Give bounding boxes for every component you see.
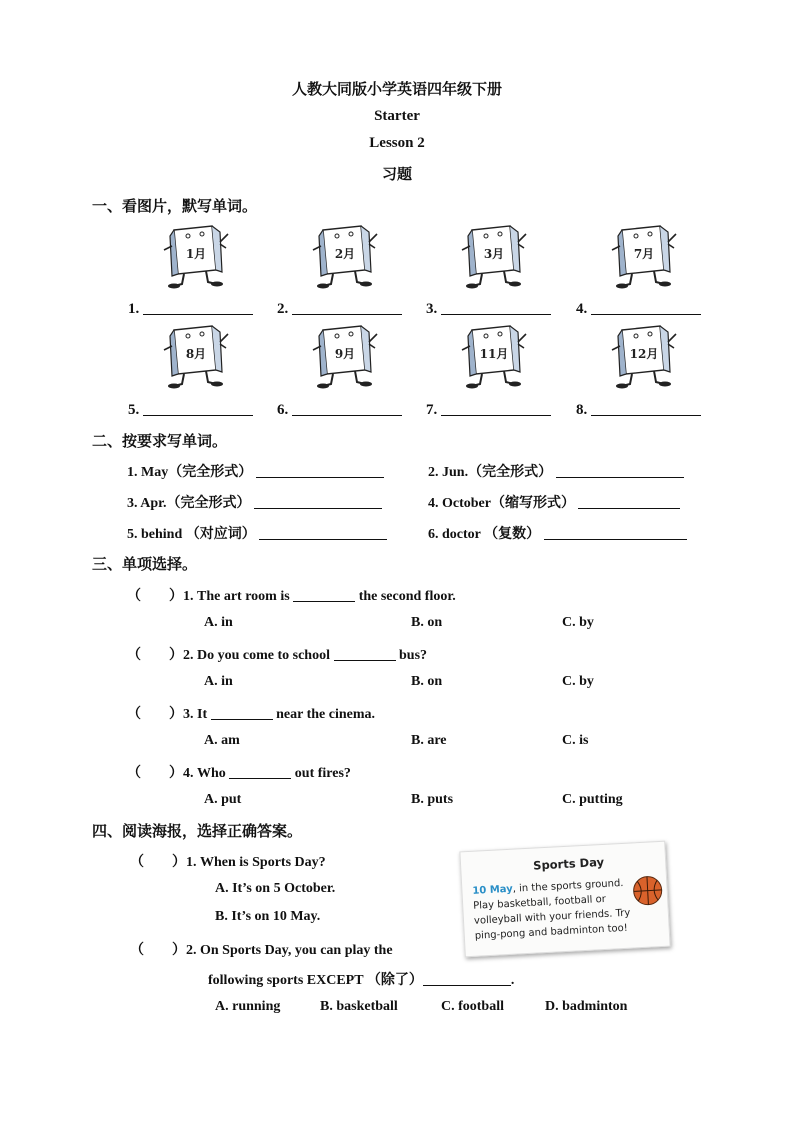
answer-blank[interactable] bbox=[591, 300, 701, 315]
answer-blank[interactable] bbox=[556, 463, 684, 478]
question-text: 2. Do you come to school bbox=[183, 648, 334, 663]
calendar-character-icon bbox=[608, 222, 680, 290]
question-text: 4. Who bbox=[183, 766, 230, 781]
item-number: 7. bbox=[426, 402, 441, 418]
option-b: B. basketball bbox=[320, 999, 398, 1014]
calendar-character-icon bbox=[160, 222, 232, 290]
question-text: bus? bbox=[395, 648, 428, 663]
item-text: 5. behind （对应词） bbox=[127, 527, 256, 542]
month-label: 8月 bbox=[185, 347, 207, 361]
answer-blank[interactable] bbox=[544, 525, 687, 540]
poster-title: Sports Day bbox=[532, 854, 605, 873]
list-item bbox=[428, 461, 684, 481]
sports-day-poster bbox=[459, 841, 670, 958]
question-text: 2. On Sports Day, you can play the bbox=[186, 943, 393, 958]
question-text: 1. When is Sports Day? bbox=[186, 855, 326, 870]
answer-parens[interactable]: （ ） bbox=[130, 855, 186, 870]
question bbox=[127, 762, 351, 782]
option-c: C. is bbox=[562, 733, 589, 748]
option-c: C. by bbox=[562, 674, 594, 689]
answer-blank[interactable] bbox=[423, 971, 511, 986]
exercise-label: 习题 bbox=[381, 167, 412, 183]
answer-item bbox=[128, 300, 253, 318]
calendar-character-icon bbox=[160, 322, 232, 390]
item-text: 2. Jun.（完全形式） bbox=[428, 465, 553, 480]
answer-blank[interactable] bbox=[211, 705, 273, 720]
answer-blank[interactable] bbox=[441, 300, 551, 315]
item-number: 4. bbox=[576, 301, 591, 317]
answer-item bbox=[426, 300, 551, 318]
list-item bbox=[127, 461, 384, 481]
item-text: 4. October（缩写形式） bbox=[428, 496, 575, 511]
reading-q2 bbox=[130, 939, 393, 959]
question-text: out fires? bbox=[291, 766, 351, 781]
question-end: . bbox=[510, 973, 515, 988]
list-item bbox=[127, 492, 382, 512]
answer-blank[interactable] bbox=[578, 494, 680, 509]
item-number: 5. bbox=[128, 402, 143, 418]
option-b: B. are bbox=[411, 733, 447, 748]
month-label: 1月 bbox=[185, 247, 207, 261]
month-label: 7月 bbox=[633, 247, 655, 261]
option-c: C. football bbox=[441, 999, 504, 1014]
option-a: A. It’s on 5 October. bbox=[215, 881, 336, 896]
answer-item bbox=[426, 401, 551, 419]
basketball-icon bbox=[632, 875, 664, 911]
poster-body bbox=[472, 875, 635, 943]
lesson-label: Lesson 2 bbox=[369, 135, 425, 151]
option-b: B. It’s on 10 May. bbox=[215, 909, 321, 924]
option-c: C. putting bbox=[562, 792, 623, 807]
option-a: A. in bbox=[204, 615, 233, 630]
question-text: 1. The art room is bbox=[183, 589, 294, 604]
reading-q1 bbox=[130, 851, 326, 871]
answer-item bbox=[576, 300, 701, 318]
section1-heading: 一、看图片，默写单词。 bbox=[92, 199, 258, 215]
calendar-character-icon bbox=[309, 222, 381, 290]
option-b: B. puts bbox=[411, 792, 454, 807]
month-label: 12月 bbox=[629, 347, 659, 361]
answer-item bbox=[128, 401, 253, 419]
answer-item bbox=[277, 300, 402, 318]
answer-parens[interactable]: （ ） bbox=[127, 707, 183, 722]
question-text: near the cinema. bbox=[272, 707, 376, 722]
answer-blank[interactable] bbox=[143, 300, 253, 315]
answer-blank[interactable] bbox=[293, 587, 355, 602]
calendar-character-icon bbox=[309, 322, 381, 390]
item-text: 3. Apr.（完全形式） bbox=[127, 496, 251, 511]
question bbox=[127, 585, 456, 605]
answer-blank[interactable] bbox=[254, 494, 382, 509]
section4-heading: 四、阅读海报，选择正确答案。 bbox=[92, 824, 303, 840]
answer-parens[interactable]: （ ） bbox=[127, 589, 183, 604]
answer-blank[interactable] bbox=[292, 300, 402, 315]
answer-blank[interactable] bbox=[441, 401, 551, 416]
item-text: 6. doctor （复数） bbox=[428, 527, 541, 542]
poster-text: , in the sports ground. Play basketball, football or volleyball with your friends. Try ping-pong and badminton too! bbox=[472, 877, 631, 942]
answer-blank[interactable] bbox=[229, 764, 291, 779]
item-text: 1. May（完全形式） bbox=[127, 465, 253, 480]
question-text: following sports EXCEPT （除了） bbox=[208, 973, 423, 988]
month-label: 11月 bbox=[479, 347, 509, 361]
calendar-character-icon bbox=[458, 322, 530, 390]
item-number: 3. bbox=[426, 301, 441, 317]
answer-parens[interactable]: （ ） bbox=[130, 943, 186, 958]
option-b: B. on bbox=[411, 674, 443, 689]
list-item bbox=[428, 492, 680, 512]
question-text: 3. It bbox=[183, 707, 211, 722]
item-number: 2. bbox=[277, 301, 292, 317]
answer-blank[interactable] bbox=[143, 401, 253, 416]
page-title: 人教大同版小学英语四年级下册 bbox=[291, 82, 502, 98]
calendar-character-icon bbox=[458, 222, 530, 290]
option-a: A. put bbox=[204, 792, 242, 807]
answer-blank[interactable] bbox=[259, 525, 387, 540]
answer-parens[interactable]: （ ） bbox=[127, 766, 183, 781]
item-number: 8. bbox=[576, 402, 591, 418]
question bbox=[127, 644, 427, 664]
option-b: B. on bbox=[411, 615, 443, 630]
question bbox=[127, 703, 375, 723]
month-label: 2月 bbox=[334, 247, 356, 261]
question-line2 bbox=[208, 969, 514, 989]
option-d: D. badminton bbox=[545, 999, 628, 1014]
month-label: 3月 bbox=[483, 247, 505, 261]
option-c: C. by bbox=[562, 615, 594, 630]
section3-heading: 三、单项选择。 bbox=[92, 557, 198, 573]
answer-blank[interactable] bbox=[292, 401, 402, 416]
poster-date: 10 May bbox=[472, 883, 514, 897]
answer-blank[interactable] bbox=[256, 463, 384, 478]
answer-item bbox=[277, 401, 402, 419]
answer-blank[interactable] bbox=[334, 646, 396, 661]
option-a: A. in bbox=[204, 674, 233, 689]
month-label: 9月 bbox=[334, 347, 356, 361]
section2-heading: 二、按要求写单词。 bbox=[92, 434, 228, 450]
list-item bbox=[127, 523, 387, 543]
question-text: the second floor. bbox=[355, 589, 456, 604]
answer-item bbox=[576, 401, 701, 419]
calendar-character-icon bbox=[608, 322, 680, 390]
option-a: A. running bbox=[215, 999, 281, 1014]
list-item bbox=[428, 523, 687, 543]
answer-blank[interactable] bbox=[591, 401, 701, 416]
answer-parens[interactable]: （ ） bbox=[127, 648, 183, 663]
page-subtitle: Starter bbox=[374, 108, 420, 124]
option-a: A. am bbox=[204, 733, 240, 748]
item-number: 6. bbox=[277, 402, 292, 418]
item-number: 1. bbox=[128, 301, 143, 317]
